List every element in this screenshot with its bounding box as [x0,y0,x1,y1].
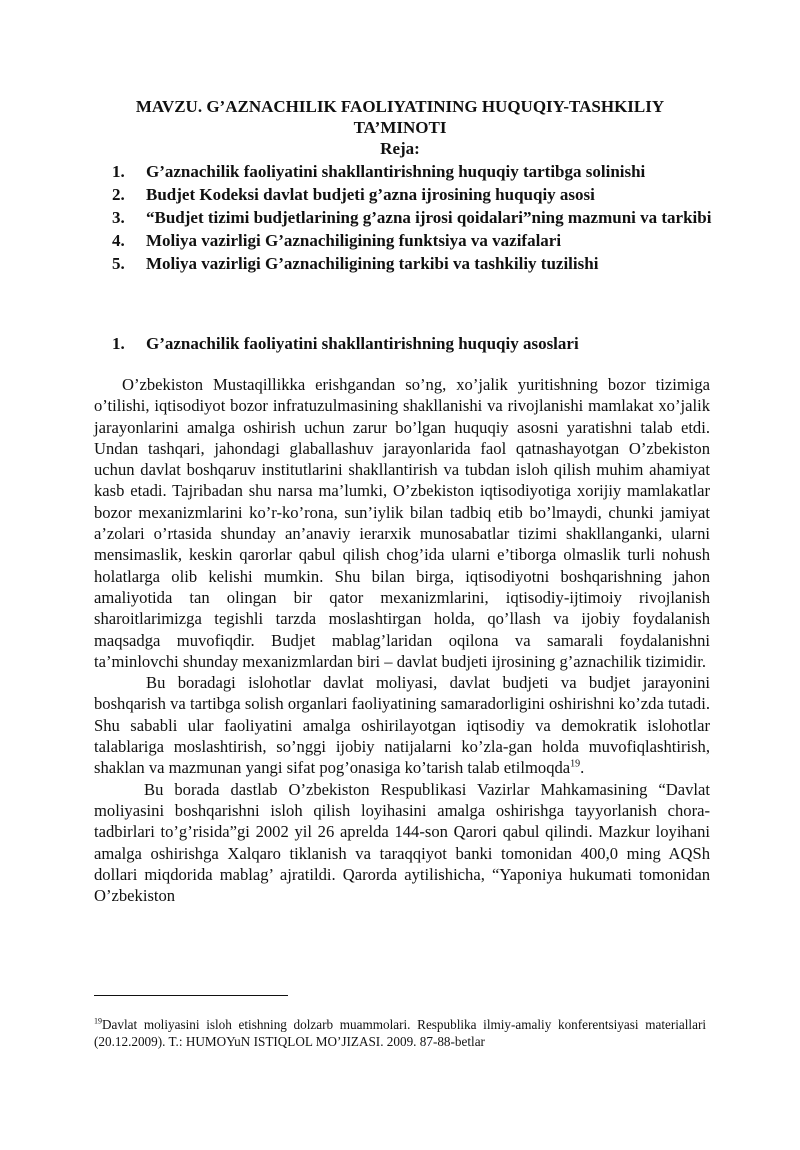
plan-item-text: G’aznachilik faoliyatini shakllantirishning huquqiy tartibga solinishi [146,162,646,181]
section-heading [112,333,579,355]
plan-heading: Reja: [380,139,420,158]
document-title: MAVZU. G’AZNACHILIK FAOLIYATINING HUQUQIY-TASHKILIY TA’MINOTI [135,97,665,137]
section-number: 1. [112,334,125,353]
footnote-number: 19 [94,1016,102,1026]
plan-item-text: Budjet Kodeksi davlat budjeti g’azna ijrosining huquqiy asosi [146,185,595,204]
plan-list [112,160,712,275]
plan-item [112,229,712,252]
footnote-divider [94,995,288,996]
plan-item-number: 5. [112,254,125,273]
footnote-text: Davlat moliyasini isloh etishning dolzarb muammolari. Respublika ilmiy-amaliy konferentsiyasi materiallari (20.12.2009). T.: HUMOYuN ISTIQLOL MO’JIZASI. 2009. 87-88-betlar [94,1017,706,1049]
plan-item-number: 4. [112,231,125,250]
paragraph: O’zbekiston Mustaqillikka erishgandan so’ng, xo’jalik yuritishning bozor tizimiga o’tilishi, iqtisodiyot bozor infratuzulmasining shakllanishi va rivojlanishi mamlakat xo’jalik jarayonlarini amalga oshirish uchun zarur bo’lgan huquqiy asosni yaratishni talab etdi. Undan tashqari, jahondagi glaballashuv jarayonlarida faol qatnashayotgan O’zbekiston uchun davlat boshqaruv institutlarini shakllantirish va tubdan isloh qilish muhim ahamiyat kasb etadi. Tajribadan shu narsa ma’lumki, O’zbekiston iqtisodiyotiga xorijiy mamlakatlar bozor mexanizmlarini ko’r-ko’rona, sun’iylik bilan tadbiq etib bo’lmaydi, chunki jamiyat a’zolari o’rtasida shunday an’anaviy ierarxik munosabatlar tizimi shakllanganki, ularni mensimaslik, keskin qarorlar qabul qilish chog’ida ularni e’tiborga olmaslik turli nohush holatlarga olib kelishi mumkin. Shu bilan birga, iqtisodiyotni boshqarishning jahon amaliyotida tan olingan bir qator mexanizmlarini, iqtisodiy-ijtimoiy rivojlanish sharoitlarimizga tegishli tarzda moslashtirgan holda, qo’llash va ijobiy foydalanish maqsadga muvofiqdir. Budjet mablag’laridan oqilona va samarali foydalanishni ta’minlovchi shunday mexanizmlardan biri – davlat budjeti ijrosining g’aznachilik tizimidir. [94,375,710,671]
plan-item-text: “Budjet tizimi budjetlarining g’azna ijrosi qoidalari”ning mazmuni va tarkibi [146,208,712,227]
footnote-reference[interactable]: 19 [570,758,581,770]
plan-item-number: 3. [112,208,125,227]
plan-item-text: Moliya vazirligi G’aznachiligining funktsiya va vazifalari [146,231,562,250]
section-heading-text: G’aznachilik faoliyatini shakllantirishning huquqiy asoslari [146,334,579,353]
paragraph: Bu boradagi islohotlar davlat moliyasi, davlat budjeti va budjet jarayonini boshqarish va tartibga solish organlari faoliyatining samaradorligini oshirishni ko’zda tutadi. Shu sababli ular faoliyatini amalga oshirilayotgan iqtisodiy va demokratik islohotlar talablariga moslashtirish, so’nggi ijobiy natijalarni ko’zla-gan holda muvofiqlashtirish, shaklan va mazmunan yangi sifat pog’onasiga ko’tarish talab etilmoqda$^{19}$. [94,673,710,778]
plan-item [112,160,712,183]
plan-item [112,206,712,229]
plan-item-number: 2. [112,185,125,204]
paragraph-text: Bu boradagi islohotlar davlat moliyasi, davlat budjeti va budjet jarayonini boshqarish va tartibga solish organlari faoliyatining samaradorligini oshirishni ko’zda tutadi. Shu sababli ular faoliyatini amalga oshirilayotgan iqtisodiy va demokratik islohotlar talablariga moslashtirish, so’nggi ijobiy natijalarni ko’zla-gan holda muvofiqlashtirish, shaklan va mazmunan yangi sifat pog’onasiga ko’tarish talab etilmoqda [94,673,710,778]
plan-item-text: Moliya vazirligi G’aznachiligining tarkibi va tashkiliy tuzilishi [146,254,599,273]
plan-item-number: 1. [112,162,125,181]
paragraph: Bu borada dastlab O’zbekiston Respublikasi Vazirlar Mahkamasining “Davlat moliyasini boshqarishni isloh qilish loyihasini amalga oshirishga tayyorlanish chora-tadbirlari to’g’risida”gi 2002 yil 26 aprelda 144-son Qarori qabul qilindi. Mazkur loyihani amalga oshirishga Xalqaro tiklanish va taraqqiyot banki tomonidan 400,0 ming AQSh dollari miqdorida mablag’ ajratildi. Qarorda aytilishicha, “Yaponiya hukumati tomonidan O’zbekiston [94,779,710,906]
body-text [94,374,710,906]
footnote [94,1016,706,1050]
plan-item [112,252,712,275]
plan-item [112,183,712,206]
